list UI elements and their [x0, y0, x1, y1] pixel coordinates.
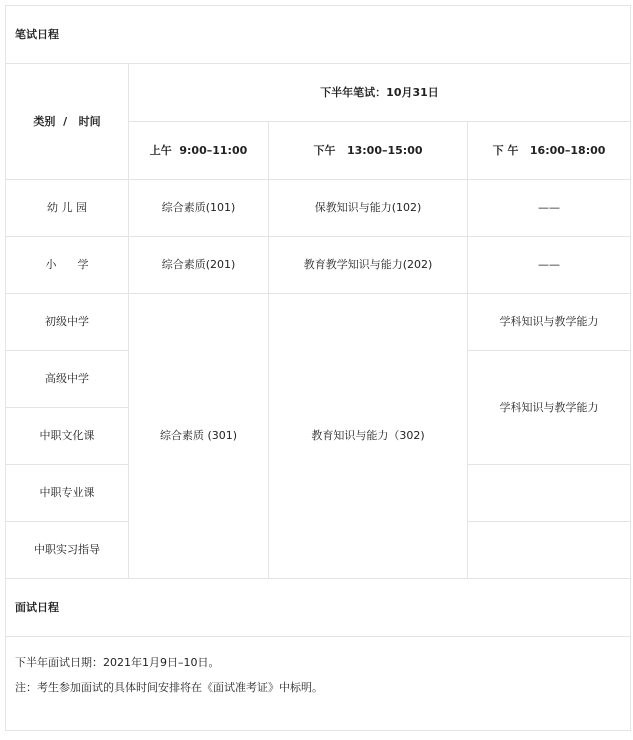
- kindergarten-pm2: ——: [468, 180, 631, 237]
- primary-pm1: 教育教学知识与能力(202): [269, 237, 468, 294]
- interview-note-line: 注：考生参加面试的具体时间安排将在《面试准考证》中标明。: [15, 681, 323, 694]
- primary-pm2: ——: [468, 237, 631, 294]
- interview-date-line: 下半年面试日期：2021年1月9日–10日。: [15, 656, 220, 669]
- primary-am: 综合素质(201): [129, 237, 269, 294]
- row-label-senior-high: 高级中学: [6, 351, 129, 408]
- slot-afternoon-2: 下 午 16:00–18:00: [468, 122, 631, 180]
- junior-high-pm2: 学科知识与教学能力: [468, 294, 631, 351]
- row-label-vocational-major: 中职专业课: [6, 465, 129, 522]
- row-label-junior-high: 初级中学: [6, 294, 129, 351]
- row-label-vocational-culture: 中职文化课: [6, 408, 129, 465]
- row-label-kindergarten: 幼 儿 园: [6, 180, 129, 237]
- category-time-header: 类别 / 时间: [6, 64, 129, 180]
- written-section-title: 笔试日程: [6, 6, 631, 64]
- row-label-vocational-practice: 中职实习指导: [6, 522, 129, 579]
- slot-afternoon-1: 下午 13:00–15:00: [269, 122, 468, 180]
- vocational-practice-pm2: [468, 522, 631, 579]
- schedule-table: [5, 5, 631, 731]
- secondary-pm1: 教育知识与能力（302): [269, 294, 468, 579]
- senior-high-pm2: 学科知识与教学能力: [468, 351, 631, 465]
- secondary-am: 综合素质 (301): [129, 294, 269, 579]
- kindergarten-pm1: 保教知识与能力(102): [269, 180, 468, 237]
- row-label-primary: 小 学: [6, 237, 129, 294]
- written-session-header: 下半年笔试：10月31日: [129, 64, 631, 122]
- kindergarten-am: 综合素质(101): [129, 180, 269, 237]
- vocational-major-pm2: [468, 465, 631, 522]
- interview-notes: [6, 637, 631, 731]
- slot-morning: 上午 9:00–11:00: [129, 122, 269, 180]
- interview-section-title: 面试日程: [6, 579, 631, 637]
